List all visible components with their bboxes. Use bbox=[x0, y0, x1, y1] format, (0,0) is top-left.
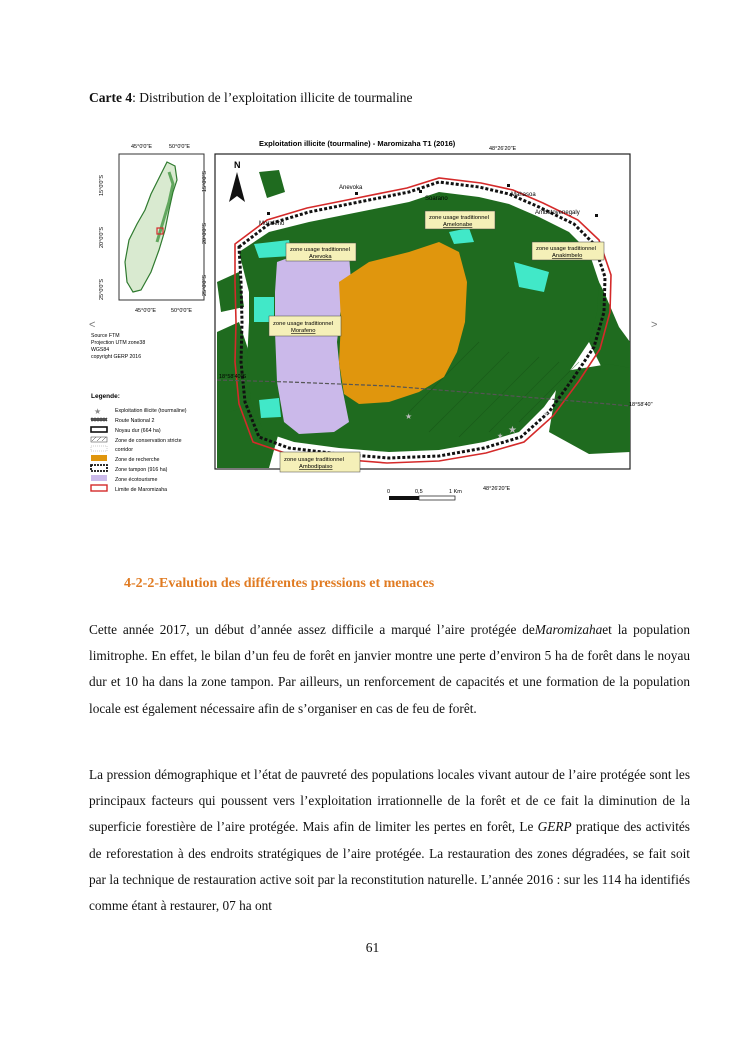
p2-text-b: pratique des activités de reforestation à des endroits stratégiques de l’aire protégée. La restauration des zones dégradées, se fait soit par la technique de restauration active soit par la reconstitution naturelle. L’année 2016 : sur les 114 ha identifiés comme étant à restaurer, 07 ha ont bbox=[89, 819, 690, 914]
coord-top: 48°26'20"E bbox=[489, 146, 517, 152]
village-label: Anevoka bbox=[339, 185, 363, 191]
inset-lat-label: 20°0'0"S bbox=[99, 226, 105, 248]
p2-emphasis: GERP bbox=[537, 819, 572, 835]
caption-label: Carte 4 bbox=[89, 90, 133, 105]
inset-bottom-lon: 45°0'0"E bbox=[135, 308, 157, 314]
main-lat-label: 20°0'0"S bbox=[202, 222, 208, 244]
zone-label-anakimbelo bbox=[532, 242, 604, 260]
source-line: Projection UTM zone38 bbox=[91, 340, 146, 346]
main-map bbox=[215, 139, 653, 500]
zone-label-amelonabe bbox=[425, 211, 495, 229]
north-label: N bbox=[234, 160, 241, 170]
map-figure bbox=[89, 132, 689, 512]
scale-bar bbox=[387, 489, 462, 500]
legend-item: Route National 2 bbox=[115, 418, 155, 424]
main-lat-label: 25°0'0"S bbox=[202, 274, 208, 296]
legend-item: corridor bbox=[115, 447, 133, 453]
exploitation-star-icon: ★ bbox=[405, 412, 413, 421]
exploitation-star-icon: ★ bbox=[508, 425, 517, 436]
zone-label-line: Amelonabe bbox=[443, 222, 473, 228]
legend-item: Zone tampon (916 ha) bbox=[115, 467, 168, 473]
zone-label-line: zone usage traditionnel bbox=[290, 247, 350, 253]
legend-item: Zone de recherche bbox=[115, 457, 160, 463]
inset-lon-label: 45°0'0"E bbox=[131, 144, 153, 150]
legend-title: Legende: bbox=[91, 393, 120, 400]
zone-label-anevoka bbox=[286, 243, 356, 261]
map-title: Exploitation illicite (tourmaline) - Maromizaha T1 (2016) bbox=[259, 139, 456, 148]
village-label: Mahasoa bbox=[511, 192, 536, 198]
zone-label-line: zone usage traditionnel bbox=[536, 246, 596, 252]
zone-label-line: zone usage traditionnel bbox=[273, 321, 333, 327]
inset-bottom-lon: 50°0'0"E bbox=[171, 308, 193, 314]
p1-text-a: Cette année 2017, un début d’année assez difficile a marqué l’aire protégée de bbox=[89, 622, 535, 637]
zone-label-line: zone usage traditionnel bbox=[284, 457, 344, 463]
map-svg bbox=[89, 132, 689, 512]
caption-text: : Distribution de l’exploitation illicite de tourmaline bbox=[132, 90, 413, 105]
traditional-zone-ambodipaiso bbox=[259, 398, 281, 418]
next-arrow-icon[interactable]: > bbox=[651, 319, 658, 331]
zone-label-morafeno bbox=[269, 316, 341, 336]
inset-lon-label: 50°0'0"E bbox=[169, 144, 191, 150]
inset-lat-label: 15°0'0"S bbox=[99, 174, 105, 196]
inset-lat-label: 25°0'0"S bbox=[99, 278, 105, 300]
zone-label-line: Morafeno bbox=[291, 328, 316, 334]
village-label: Soarano bbox=[425, 196, 448, 202]
zone-label-line: Anevoka bbox=[309, 254, 332, 260]
map-caption bbox=[89, 90, 413, 106]
exploitation-star-icon: ★ bbox=[497, 433, 504, 440]
p1-text-b: et la population limitrophe. En effet, le bilan d’un feu de forêt en janvier montre une perte d’environ 5 ha de forêt dans le noyau dur et 10 ha dans la zone tampon. Par ailleurs, un renforcement de capacités et une formation de la population locale est également nécessaire afin de s’organiser en cas de feu de forêt. bbox=[89, 622, 690, 716]
page-number: 61 bbox=[365, 940, 380, 955]
source-line: Source FTM bbox=[91, 333, 120, 339]
source-line: copyright GERP 2016 bbox=[91, 354, 142, 360]
map-legend bbox=[91, 393, 187, 493]
p1-emphasis: Maromizaha bbox=[534, 622, 603, 637]
scale-label: 1 Km bbox=[449, 489, 462, 495]
legend-item: Zone de conservation stricte bbox=[115, 438, 182, 444]
exploitation-star-icon: ★ bbox=[543, 411, 550, 418]
zone-label-line: Anakimbelo bbox=[552, 253, 583, 259]
coord-right: 18°58'40" bbox=[629, 402, 653, 408]
legend-item: Noyau dur (664 ha) bbox=[115, 428, 161, 434]
p2-text-a: La pression démographique et l’état de pauvreté des populations locales vivant autour de l’aire protégée sont les principaux facteurs qui poussent vers l’exploitation irrationnelle de la forêt et de ce fait la diminution de la superficie forestière de l’aire protégée. Mais afin de limiter les pertes en forêt, Le bbox=[89, 767, 690, 835]
zone-label-ambodipaiso bbox=[280, 452, 360, 472]
scale-label: 0 bbox=[387, 489, 391, 495]
zone-label-line: zone usage traditionnel bbox=[429, 215, 489, 221]
paragraph-2 bbox=[89, 762, 690, 919]
legend-item: Limite de Maromizaha bbox=[115, 487, 168, 493]
legend-item: Zone écotourisme bbox=[115, 477, 158, 483]
paragraph-1 bbox=[89, 617, 690, 722]
main-lat-label: 15°0'0"S bbox=[202, 170, 208, 192]
source-line: WGS84 bbox=[91, 347, 110, 353]
village-label: Morafeno bbox=[259, 221, 285, 227]
coord-left: 18°58'40"S bbox=[219, 374, 247, 380]
section-heading: 4-2-2-Evalution des différentes pressions et menaces bbox=[124, 576, 435, 591]
legend-star-icon: ★ bbox=[94, 407, 102, 416]
legend-item: Exploitation illicite (tourmaline) bbox=[115, 408, 187, 414]
zone-label-line: Ambodipaiso bbox=[299, 464, 333, 470]
coord-bottom: 48°26'20"E bbox=[483, 486, 511, 492]
prev-arrow-icon[interactable]: < bbox=[89, 319, 96, 331]
village-label: Ambatovenegaly bbox=[535, 210, 580, 216]
scale-label: 0,5 bbox=[415, 489, 423, 495]
